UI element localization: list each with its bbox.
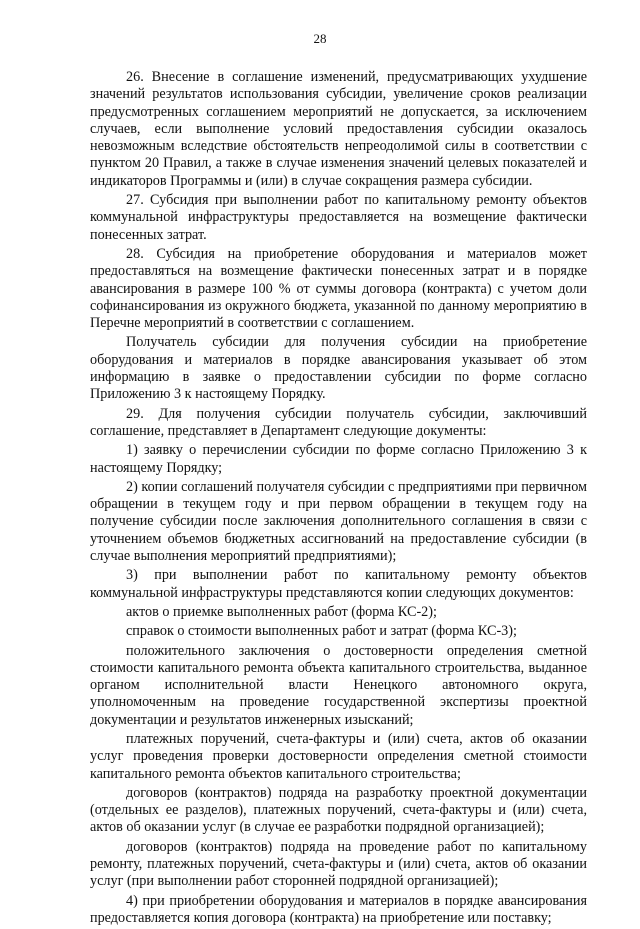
list-item-2: 2) копии соглашений получателя субсидии с предприятиями при первичном обращении в текущем году и при первом обращении в текущем году на получение субсидии после заключения дополнительного соглашения в связи с уточнением объемов бюджетных ассигнований на предоставление субсидии (в случае выполнения мероприятий предприятиями); bbox=[90, 478, 587, 565]
document-body bbox=[90, 69, 587, 929]
sub-item-repair-contracts: договоров (контрактов) подряда на проведение работ по капитальному ремонту, платежных поручений, счета-фактуры и (или) счета, актов об оказании услуг (при выполнении работ сторонней подрядной организацией); bbox=[90, 838, 587, 890]
paragraph-26: 26. Внесение в соглашение изменений, предусматривающих ухудшение значений результатов использования субсидии, увеличение сроков реализации предусмотренных соглашением мероприятий не допускается, за исключением случаев, если выполнение условий предоставления субсидии оказалось невозможным вследствие обстоятельств непреодолимой силы в соответствии с пунктом 20 Правил, а также в случае изменения значений целевых показателей и индикаторов Программы и (или) в случае сокращения размера субсидии. bbox=[90, 69, 587, 189]
paragraph-29: 29. Для получения субсидии получатель субсидии, заключивший соглашение, представляет в Департамент следующие документы: bbox=[90, 405, 587, 439]
paragraph-27: 27. Субсидия при выполнении работ по капитальному ремонту объектов коммунальной инфраструктуры предоставляется на возмещение фактически понесенных затрат. bbox=[90, 192, 587, 243]
list-item-1: 1) заявку о перечислении субсидии по форме согласно Приложению 3 к настоящему Порядку; bbox=[90, 442, 587, 476]
sub-item-design-contracts: договоров (контрактов) подряда на разработку проектной документации (отдельных ее разделов), платежных поручений, счета-фактуры и (или) счета, актов об оказании услуг (в случае ее разработки подрядной организацией); bbox=[90, 784, 587, 836]
list-item-3: 3) при выполнении работ по капитальному ремонту объектов коммунальной инфраструктуры представляются копии следующих документов: bbox=[90, 567, 587, 601]
page-number: 28 bbox=[313, 31, 327, 46]
sub-item-payment-orders: платежных поручений, счета-фактуры и (или) счета, актов об оказании услуг проведения проверки достоверности определения сметной стоимости капитального ремонта объектов капитального строительства; bbox=[90, 730, 587, 782]
sub-item-ks2: актов о приемке выполненных работ (форма КС-2); bbox=[126, 603, 437, 620]
paragraph-28: 28. Субсидия на приобретение оборудования и материалов может предоставляться на возмещение фактически понесенных затрат и в порядке авансирования в размере 100 % от суммы договора (контракта) с учетом доли софинансирования из окружного бюджета, указанной по данному мероприятию в Перечне мероприятий в соответствии с соглашением. bbox=[90, 245, 587, 332]
list-item-4: 4) при приобретении оборудования и материалов в порядке авансирования предоставляется копия договора (контракта) на приобретение или поставку; bbox=[90, 892, 587, 926]
paragraph-28-recipient: Получатель субсидии для получения субсидии на приобретение оборудования и материалов в порядке авансирования указывает об этом информацию в заявке о предоставлении субсидии по форме согласно Приложению 3 к настоящему Порядку. bbox=[90, 334, 587, 403]
sub-item-expertise: положительного заключения о достоверности определения сметной стоимости капитального ремонта объекта капитального строительства, выданное органом исполнительной власти Ненецкого автономного округа, уполномоченным на проведение государственной экспертизы проектной документации и результатов инженерных изысканий; bbox=[90, 642, 587, 728]
sub-item-ks3: справок о стоимости выполненных работ и затрат (форма КС-3); bbox=[126, 623, 517, 640]
